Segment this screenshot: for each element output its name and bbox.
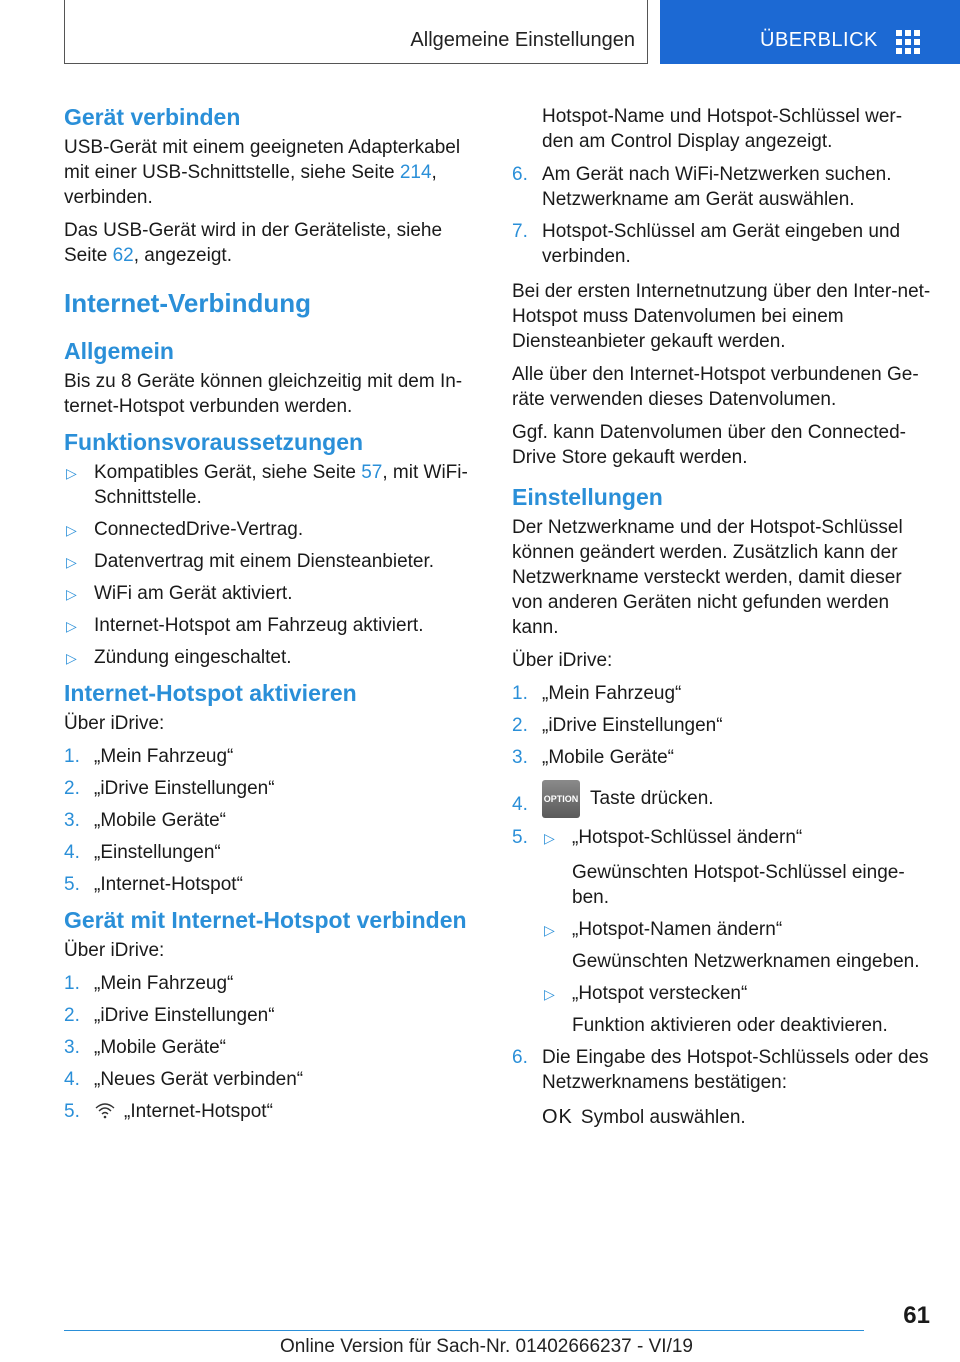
sub-option: ▷ „Hotspot verstecken“ [544, 983, 748, 1004]
heading-funktionsvoraussetzungen: Funktionsvoraussetzungen [64, 429, 364, 455]
list-item: 3. „Mobile Geräte“ [64, 810, 226, 831]
heading-allgemein: Allgemein [64, 338, 174, 364]
option-button-icon: OPTION [542, 780, 580, 818]
list-item: 5. „Internet-Hotspot“ [64, 1101, 273, 1122]
steps-confirm [512, 1045, 932, 1095]
step-continuation: Hotspot-Name und Hotspot-Schlüssel wer-den am Control Display angezeigt. [542, 106, 903, 152]
footer-text: Online Version für Sach-Nr. 01402666237 - VI/19 [280, 1336, 693, 1357]
grid-menu-icon[interactable] [896, 30, 920, 54]
list-item: 3. „Mobile Geräte“ [512, 747, 674, 768]
list-item: ▷ Internet-Hotspot am Fahrzeug aktiviert. [66, 615, 424, 636]
list-item: 5. ▷ „Hotspot-Schlüssel ändern“ [512, 825, 932, 850]
paragraph-ueber-idrive: Über iDrive: [512, 650, 613, 671]
steps-hotspot-aktivieren [64, 744, 474, 897]
heading-hotspot-aktivieren: Internet-Hotspot aktivieren [64, 680, 357, 706]
paragraph-allgemein: Bis zu 8 Geräte können gleichzeitig mit dem In-ternet-Hotspot verbunden werden. [64, 371, 463, 417]
ok-icon: OK [542, 1106, 573, 1128]
paragraph-data-volume: Alle über den Internet-Hotspot verbundenen Ge-räte verwenden dieses Datenvolumen. [512, 364, 919, 410]
page-number: 61 [903, 1302, 930, 1329]
header-section-title: Allgemeine Einstellungen [410, 29, 635, 51]
list-item: 3. „Mobile Geräte“ [64, 1037, 226, 1058]
sub-option-desc: Funktion aktivieren oder deaktivieren. [572, 1015, 888, 1036]
page-link-62[interactable]: 62 [112, 245, 134, 266]
paragraph-einstellungen: Der Netzwerkname und der Hotspot-Schlüssel können geändert werden. Zusätzlich kann der Netzwerkname versteckt werden, damit dieser von anderen Geräten nicht gefunden werden kann. [512, 517, 903, 638]
header-section-box [64, 0, 648, 64]
left-column [64, 104, 474, 1134]
heading-geraet-verbinden: Gerät verbinden [64, 104, 241, 130]
paragraph-ueber-idrive: Über iDrive: [64, 940, 165, 961]
steps-hotspot-continued [512, 162, 932, 269]
requirements-list [64, 460, 474, 670]
sub-option-desc: Gewünschten Hotspot-Schlüssel einge-ben. [572, 862, 905, 908]
paragraph-usb-list: Das USB-Gerät wird in der Geräteliste, siehe Seite 62, angezeigt. [64, 220, 443, 266]
heading-internet-verbindung: Internet-Verbindung [64, 288, 311, 318]
list-item: 5. „Internet-Hotspot“ [64, 874, 243, 895]
steps-einstellungen [512, 681, 932, 850]
sub-option: ▷ „Hotspot-Namen ändern“ [544, 919, 783, 940]
list-item: ▷ ConnectedDrive-Vertrag. [66, 519, 304, 540]
sub-option-desc: Gewünschten Netzwerknamen eingeben. [572, 951, 920, 972]
wifi-icon [94, 1101, 116, 1119]
list-item: 1. „Mein Fahrzeug“ [64, 973, 234, 994]
list-item: ▷ WiFi am Gerät aktiviert. [66, 583, 293, 604]
list-item: 7. Hotspot-Schlüssel am Gerät eingeben und verbinden. [512, 221, 901, 267]
right-column [512, 104, 932, 1137]
paragraph-connecteddrive-store: Ggf. kann Datenvolumen über den Connected-Drive Store gekauft werden. [512, 422, 906, 468]
header-chapter-tab[interactable] [660, 0, 960, 64]
list-item: 6. Am Gerät nach WiFi-Netzwerken suchen. Netzwerkname am Gerät auswählen. [512, 164, 892, 210]
list-item: 6. Die Eingabe des Hotspot-Schlüssels oder des Netzwerknamens bestätigen: [512, 1047, 929, 1093]
list-item: 4. „Neues Gerät verbinden“ [64, 1069, 304, 1090]
list-item: 1. „Mein Fahrzeug“ [64, 746, 234, 767]
list-item: 2. „iDrive Einstellungen“ [64, 778, 275, 799]
list-item: 4. „Einstellungen“ [64, 842, 221, 863]
list-item: ▷ Kompatibles Gerät, siehe Seite 57, mit WiFi-Schnittstelle. [66, 462, 468, 508]
header-chapter-title: ÜBERBLICK [760, 29, 878, 51]
list-item: 2. „iDrive Einstellungen“ [512, 715, 723, 736]
paragraph-first-use: Bei der ersten Internetnutzung über den Inter-net-Hotspot muss Datenvolumen bei einem Diensteanbieter gekauft werden. [512, 281, 931, 352]
list-item: ▷ Datenvertrag mit einem Diensteanbieter. [66, 551, 435, 572]
paragraph-ueber-idrive: Über iDrive: [64, 713, 165, 734]
page-link-57[interactable]: 57 [361, 462, 383, 483]
list-item: 1. „Mein Fahrzeug“ [512, 683, 682, 704]
list-item: 4. OPTION Taste drücken. [512, 780, 932, 818]
list-item: ▷ Zündung eingeschaltet. [66, 647, 292, 668]
sub-option: ▷ „Hotspot-Schlüssel ändern“ [544, 827, 803, 848]
steps-geraet-verbinden [64, 971, 474, 1124]
footer-divider [64, 1330, 864, 1331]
heading-einstellungen: Einstellungen [512, 484, 663, 510]
page-link-214[interactable]: 214 [399, 162, 432, 183]
heading-geraet-mit-hotspot: Gerät mit Internet-Hotspot verbinden [64, 907, 467, 933]
ok-symbol-row: OK Symbol auswählen. [542, 1106, 746, 1128]
paragraph-usb-connect: USB-Gerät mit einem geeigneten Adapterkabel mit einer USB-Schnittstelle, siehe Seite 214, verbinden. [64, 137, 461, 208]
list-item: 2. „iDrive Einstellungen“ [64, 1005, 275, 1026]
